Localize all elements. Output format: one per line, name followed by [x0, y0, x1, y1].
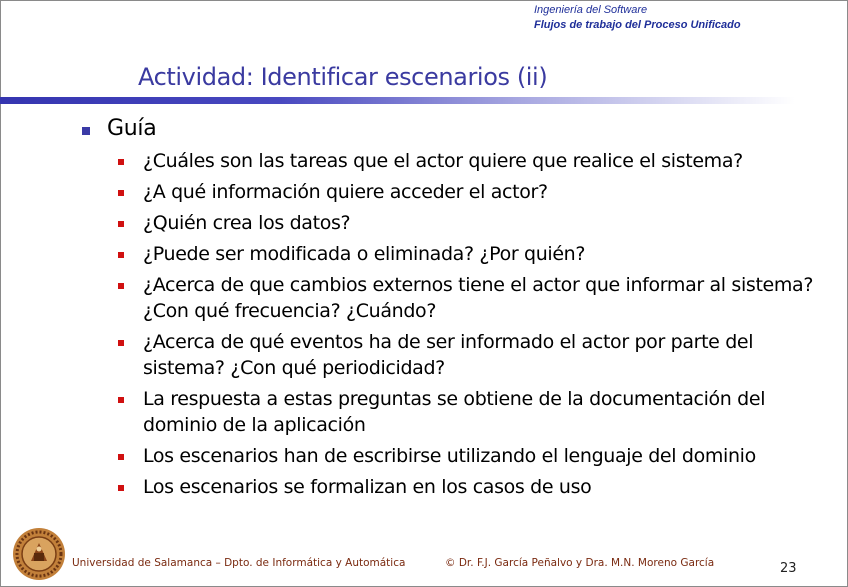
- square-bullet-icon: [118, 485, 124, 491]
- bullet-level1-text: Guía: [107, 116, 157, 141]
- square-bullet-icon: [82, 127, 90, 135]
- list-item-text: ¿Acerca de qué eventos ha de ser informado el actor por parte del sistema? ¿Con qué periodicidad?: [143, 331, 754, 379]
- list-item: [118, 179, 818, 205]
- list-item-text: ¿A qué información quiere acceder el actor?: [143, 181, 548, 203]
- square-bullet-icon: [118, 283, 124, 289]
- list-item-text: ¿Puede ser modificada o eliminada? ¿Por quién?: [143, 243, 586, 265]
- square-bullet-icon: [118, 397, 124, 403]
- square-bullet-icon: [118, 190, 124, 196]
- list-item: [118, 474, 818, 500]
- university-seal-icon: [12, 527, 66, 581]
- list-item: [118, 443, 818, 469]
- slide-title: Actividad: Identificar escenarios (ii): [138, 63, 548, 91]
- square-bullet-icon: [118, 340, 124, 346]
- square-bullet-icon: [118, 454, 124, 460]
- bullet-list: [118, 148, 818, 505]
- list-item-text: ¿Acerca de que cambios externos tiene el actor que informar al sistema? ¿Con qué frecuencia? ¿Cuándo?: [143, 274, 814, 322]
- page-number: 23: [780, 561, 797, 576]
- list-item-text: ¿Cuáles son las tareas que el actor quiere que realice el sistema?: [143, 150, 743, 172]
- course-name: Ingeniería del Software: [534, 4, 648, 16]
- list-item: [118, 241, 818, 267]
- list-item-text: Los escenarios se formalizan en los casos de uso: [143, 476, 592, 498]
- square-bullet-icon: [118, 159, 124, 165]
- footer-authors: © Dr. F.J. García Peñalvo y Dra. M.N. Moreno García: [445, 557, 715, 569]
- square-bullet-icon: [118, 221, 124, 227]
- list-item: [118, 386, 818, 438]
- list-item-text: Los escenarios han de escribirse utilizando el lenguaje del dominio: [143, 445, 756, 467]
- title-rule: [0, 97, 795, 104]
- list-item: [118, 272, 818, 324]
- footer-university: Universidad de Salamanca – Dpto. de Informática y Automática: [72, 557, 406, 569]
- square-bullet-icon: [118, 252, 124, 258]
- list-item-text: ¿Quién crea los datos?: [143, 212, 351, 234]
- slide-header: [534, 3, 741, 33]
- list-item: [118, 148, 818, 174]
- list-item: [118, 210, 818, 236]
- list-item-text: La respuesta a estas preguntas se obtiene de la documentación del dominio de la aplicación: [143, 388, 766, 436]
- list-item: [118, 329, 818, 381]
- course-subtitle: Flujos de trabajo del Proceso Unificado: [534, 19, 741, 31]
